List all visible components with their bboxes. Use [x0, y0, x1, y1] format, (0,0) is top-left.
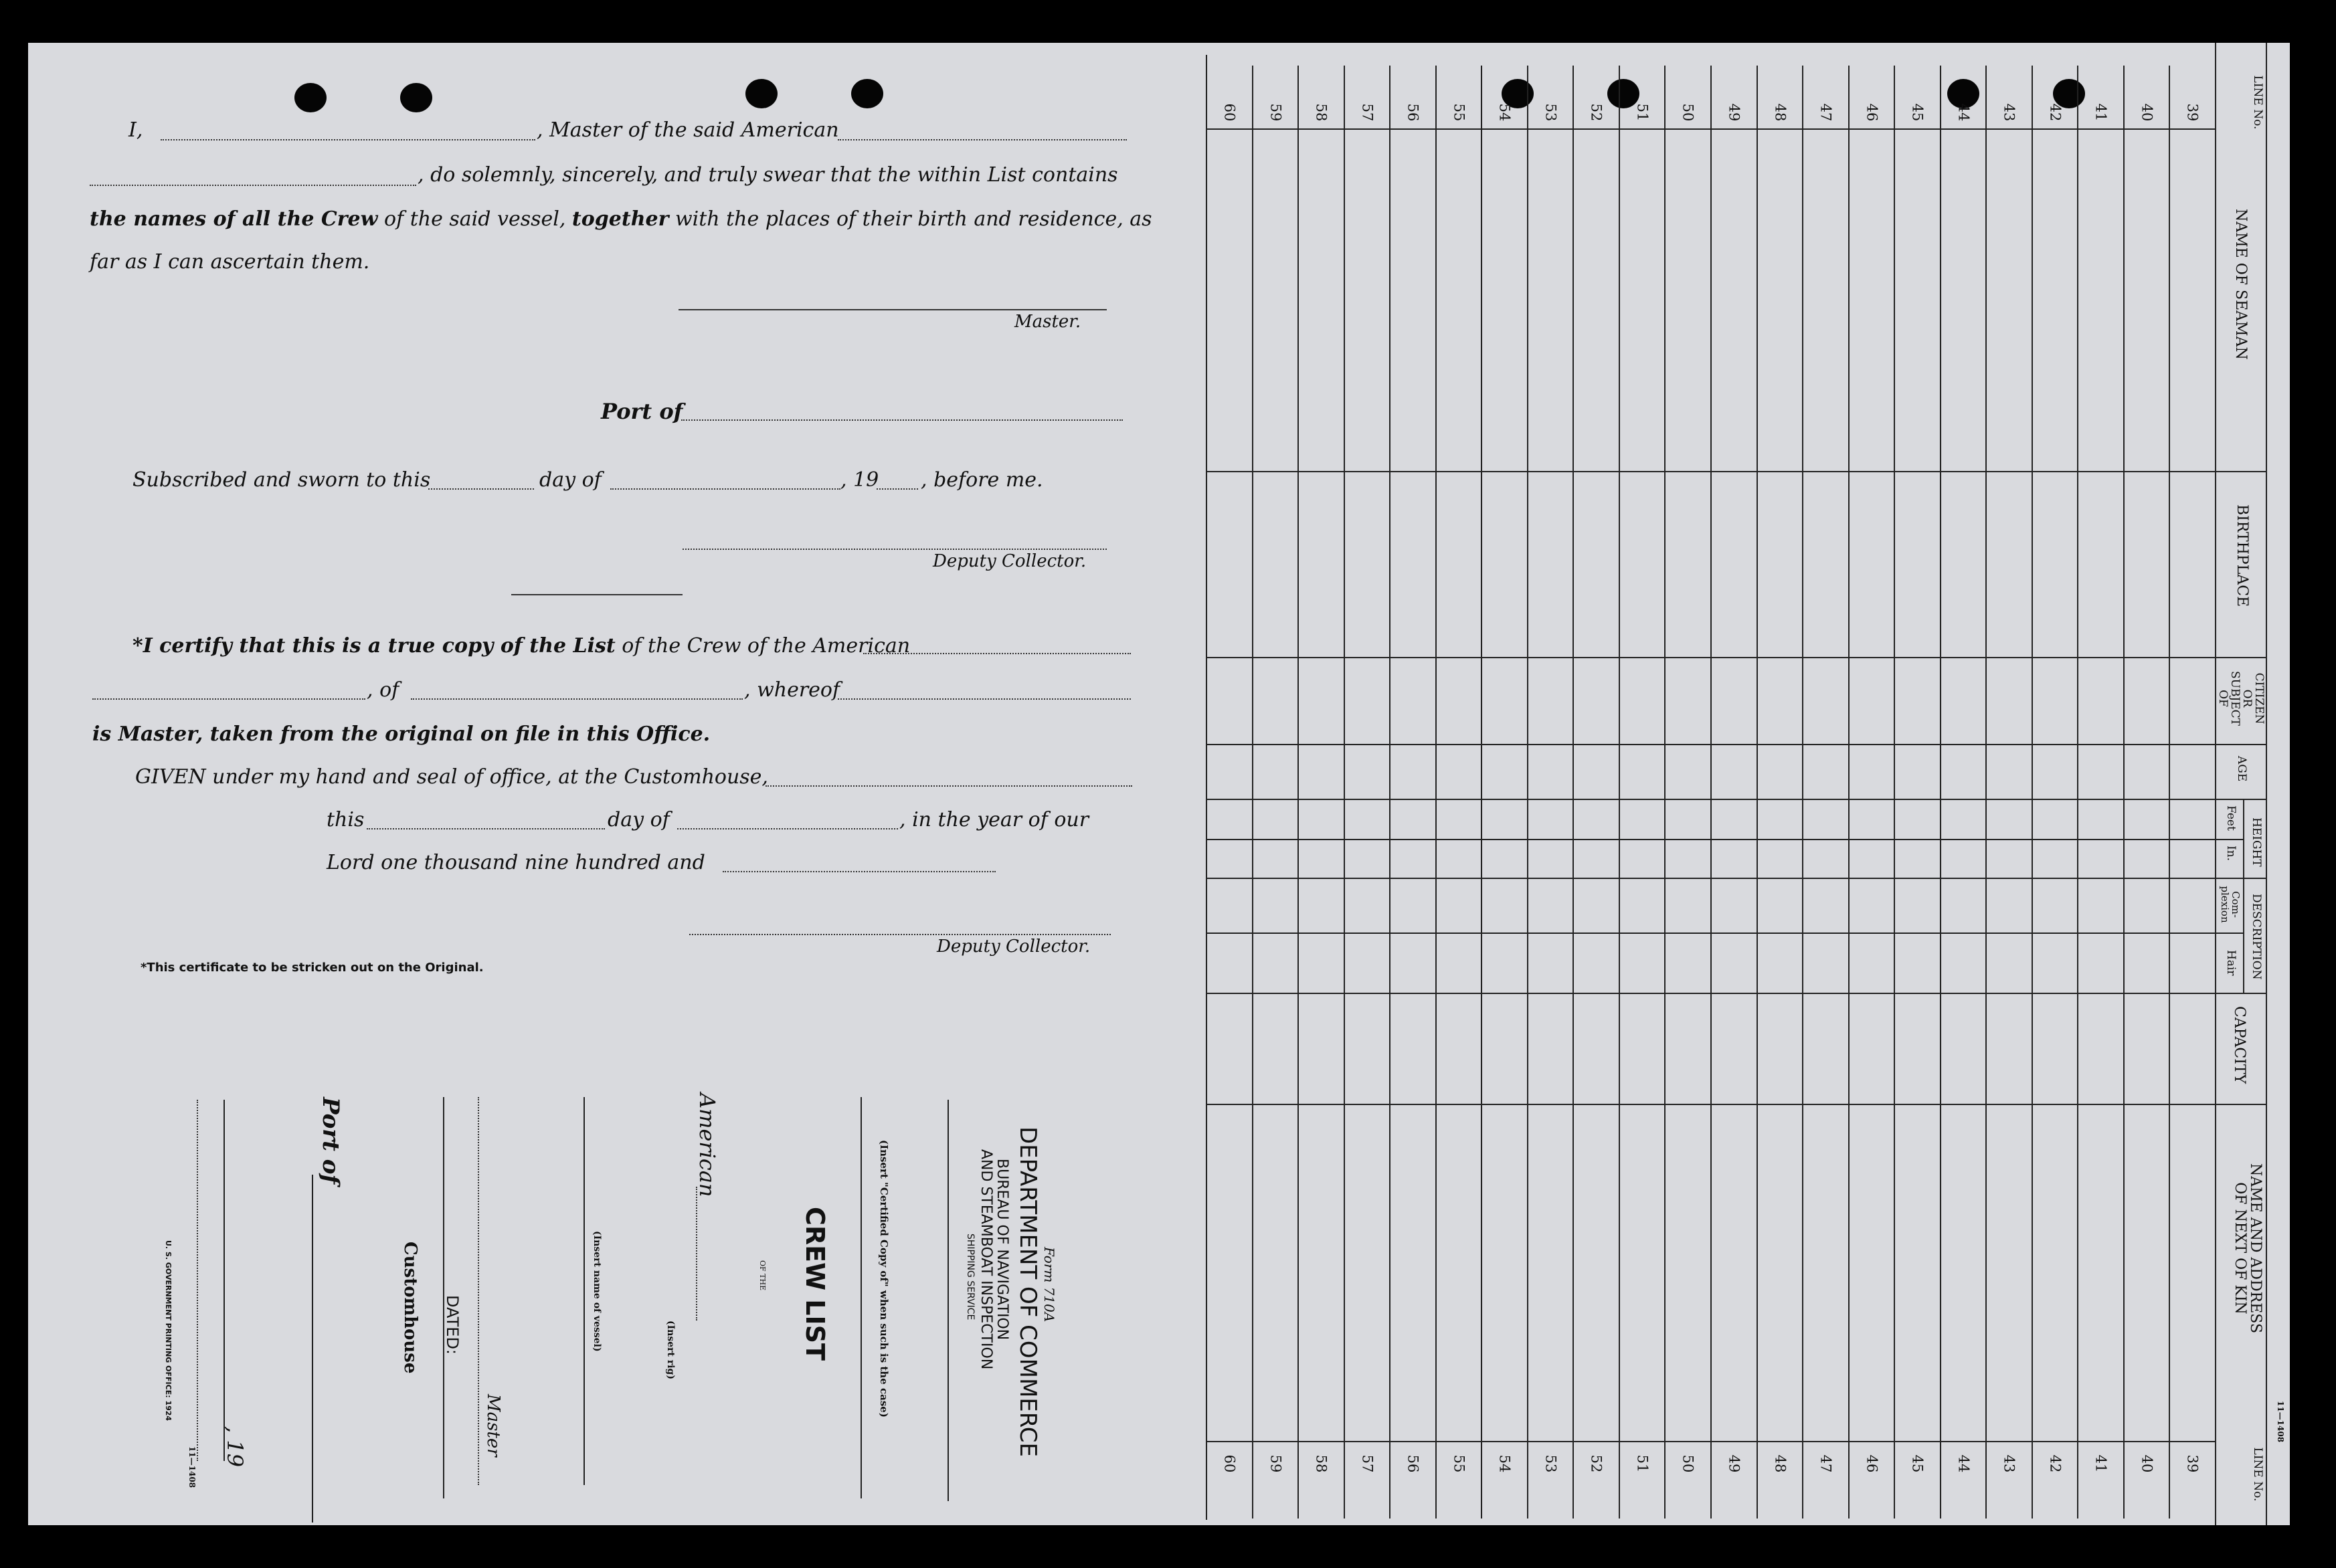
cover-port-of: Port of [317, 1097, 344, 1185]
oath-line3-e: with the places of their birth and residence, as [668, 207, 1152, 231]
oath-line3-c: of the said vessel, [377, 207, 572, 231]
cert-this: this [327, 808, 365, 831]
cover-master: Master [483, 1394, 503, 1457]
cover-rig-field[interactable] [696, 1187, 697, 1320]
cert-line1-c: of the Crew of the American [615, 634, 911, 658]
cert-of: , of [367, 678, 399, 702]
crew-entry-row[interactable] [2078, 130, 2122, 1440]
crew-entry-row[interactable] [1666, 130, 1709, 1440]
line-number-top: 60 [1221, 103, 1238, 122]
sworn-month-field[interactable] [610, 488, 840, 490]
line-no-col-divider [2215, 43, 2216, 1525]
vessel-name-field[interactable] [838, 139, 1127, 140]
crew-entry-row[interactable] [1941, 130, 1985, 1440]
header-hair: Hair [2224, 950, 2238, 976]
oath-line4: far as I can ascertain them. [90, 250, 370, 274]
crew-entry-row[interactable] [1299, 130, 1342, 1440]
cover-service: SHIPPING SERVICE [965, 1234, 976, 1320]
crew-table [1206, 43, 2290, 1525]
crew-entry-row[interactable] [1207, 130, 1251, 1440]
cert-given: GIVEN under my hand and seal of office, at the Customhouse, [135, 765, 768, 789]
line-number-bottom: 60 [1221, 1454, 1238, 1473]
punch-hole-3 [745, 79, 778, 108]
vessel-name-field-2[interactable] [90, 185, 416, 186]
cert-whereof: , whereof [744, 678, 840, 702]
line-number-bottom: 59 [1267, 1454, 1284, 1473]
line-number-bottom: 45 [1909, 1454, 1926, 1473]
line-number-top: 39 [2184, 103, 2201, 122]
deputy-collector-sig-2[interactable] [689, 934, 1111, 935]
deputy-collector-label-1: Deputy Collector. [933, 551, 1087, 571]
line-number-bottom: 46 [1864, 1454, 1880, 1473]
oath-line3-d: together [571, 207, 669, 231]
cover-certified-note: (Insert "Certified Copy of" when such is the case) [878, 1140, 890, 1417]
punch-hole-4 [851, 79, 883, 108]
line-number-bottom: 51 [1634, 1454, 1651, 1473]
header-inches: In. [2224, 846, 2238, 862]
cert-day-of: day of [608, 808, 670, 831]
cover-form-no: Form 710A [1041, 1247, 1057, 1322]
line-number-top: 50 [1680, 103, 1696, 122]
cover-bureau-1: BUREAU OF NAVIGATION [994, 1159, 1010, 1341]
cert-lord: Lord one thousand nine hundred and [327, 851, 705, 874]
crew-entry-row[interactable] [1390, 130, 1434, 1440]
cover-customhouse: Customhouse [400, 1242, 420, 1374]
header-complexion: Com- plexion [2219, 886, 2242, 923]
header-line-no-top: LINE No. [2251, 75, 2264, 130]
crew-entry-row[interactable] [2033, 130, 2076, 1440]
deputy-collector-label-2: Deputy Collector. [937, 937, 1091, 957]
line-number-top: 44 [1955, 103, 1972, 122]
cert-whereof-field[interactable] [838, 698, 1131, 700]
port-of-label: Port of [601, 399, 683, 424]
oath-i: I, [128, 118, 143, 142]
sworn-a: Subscribed and sworn to this [132, 468, 431, 492]
line-number-top: 53 [1542, 103, 1559, 122]
crew-entry-row[interactable] [1712, 130, 1755, 1440]
cover-year-field-dots[interactable] [197, 1100, 198, 1461]
cover-american: American [695, 1093, 720, 1197]
port-of-field[interactable] [681, 419, 1123, 421]
line-number-bottom: 54 [1496, 1454, 1513, 1473]
line-number-top: 41 [2092, 103, 2109, 122]
cert-month-field[interactable] [677, 828, 898, 829]
crew-entry-row[interactable] [1758, 130, 1801, 1440]
master-name-field[interactable] [161, 139, 535, 140]
cover-dept: DEPARTMENT OF COMMERCE [1014, 1126, 1041, 1457]
cert-line3: is Master, taken from the original on file in this Office. [92, 722, 711, 746]
line-number-top: 46 [1864, 103, 1880, 122]
description-sub-divider [2243, 878, 2244, 993]
line-number-bottom: 49 [1726, 1454, 1742, 1473]
header-height: HEIGHT [2250, 817, 2263, 867]
line-number-top: 49 [1726, 103, 1742, 122]
line-number-top: 47 [1817, 103, 1834, 122]
master-signature-line[interactable] [679, 309, 1107, 310]
line-number-bottom: 53 [1542, 1454, 1559, 1473]
oath-line3-a: the names of all the [90, 207, 321, 231]
crew-entry-row[interactable] [1437, 130, 1480, 1440]
cert-year: , in the year of our [899, 808, 1089, 831]
crew-entry-row[interactable] [1895, 130, 1939, 1440]
line-number-bottom: 50 [1680, 1454, 1696, 1473]
cover-vessel-field[interactable] [583, 1097, 585, 1485]
line-number-top: 48 [1772, 103, 1789, 122]
cert-line1-b: List [573, 634, 616, 658]
crew-list-form [28, 43, 2290, 1525]
line-number-top: 54 [1496, 103, 1513, 122]
line-number-top: 56 [1405, 103, 1421, 122]
header-citizen: CITIZEN OR SUBJECT OF [2216, 670, 2266, 726]
cert-line1-a: *I certify that this is a true copy of the [132, 634, 573, 658]
oath-swear-text: , do solemnly, sincerely, and truly swear that the within List contains [418, 163, 1118, 187]
header-feet: Feet [2224, 805, 2238, 831]
line-number-top: 55 [1451, 103, 1467, 122]
cert-line1 [132, 634, 910, 658]
cover-dated: DATED: [443, 1295, 462, 1355]
punch-hole-2 [400, 83, 432, 112]
table-code: 11—1408 [2276, 1401, 2285, 1443]
cert-customhouse-field[interactable] [766, 785, 1132, 787]
cover-of-the: OF THE [758, 1260, 767, 1291]
line-number-top: 57 [1359, 103, 1376, 122]
line-number-top: 51 [1634, 103, 1651, 122]
oath-line3 [90, 207, 1152, 231]
line-number-bottom: 56 [1405, 1454, 1421, 1473]
table-right-border [2266, 43, 2267, 1525]
sworn-d: , before me. [921, 468, 1043, 492]
cover-bureau-2: AND STEAMBOAT INSPECTION [978, 1149, 994, 1370]
crew-entry-row[interactable] [1345, 130, 1388, 1440]
header-line-no-bottom: LINE No. [2251, 1447, 2264, 1502]
line-number-bottom: 44 [1955, 1454, 1972, 1473]
oath-line3-b: Crew [321, 207, 378, 231]
line-number-bottom: 41 [2092, 1454, 2109, 1473]
line-number-bottom: 48 [1772, 1454, 1789, 1473]
crew-entry-row[interactable] [2125, 130, 2168, 1440]
cover-rule-2 [861, 1097, 862, 1498]
deputy-collector-sig-1[interactable] [683, 549, 1107, 550]
master-label: Master. [1014, 312, 1081, 332]
line-number-top: 40 [2139, 103, 2155, 122]
crew-entry-row[interactable] [1620, 130, 1664, 1440]
crew-entry-row[interactable] [1482, 130, 1526, 1440]
line-number-bottom: 52 [1588, 1454, 1605, 1473]
line-number-top: 58 [1313, 103, 1330, 122]
header-birthplace: BIRTHPLACE [2234, 504, 2250, 607]
cert-footnote: *This certificate to be stricken out on the Original. [141, 961, 484, 975]
line-number-bottom: 47 [1817, 1454, 1834, 1473]
line-number-bottom: 42 [2047, 1454, 2064, 1473]
crew-entry-row[interactable] [1574, 130, 1617, 1440]
crew-entry-row[interactable] [1850, 130, 1893, 1440]
cover-insert-rig: (Insert rig) [665, 1320, 676, 1379]
line-number-top: 59 [1267, 103, 1284, 122]
cert-vessel-field[interactable] [863, 653, 1131, 654]
cert-name-field[interactable] [92, 698, 365, 700]
line-number-bottom: 39 [2184, 1454, 2201, 1473]
header-capacity: CAPACITY [2231, 1006, 2248, 1084]
oath-master-text: , Master of the said American [537, 118, 839, 142]
section-divider [511, 594, 683, 595]
line-number-bottom: 40 [2139, 1454, 2155, 1473]
cover-year-field[interactable] [223, 1100, 225, 1461]
sworn-day-field[interactable] [428, 488, 534, 490]
cover-title: CREW LIST [800, 1207, 830, 1361]
crew-entry-row[interactable] [2170, 130, 2214, 1440]
header-description: DESCRIPTION [2250, 894, 2263, 980]
cover-code: 11—1408 [187, 1446, 197, 1488]
height-sub-divider [2243, 799, 2244, 878]
crew-entry-row[interactable] [1803, 130, 1847, 1440]
crew-entry-row[interactable] [1528, 130, 1572, 1440]
cert-of-field[interactable] [411, 698, 743, 700]
line-number-bottom: 57 [1359, 1454, 1376, 1473]
crew-entry-row[interactable] [1987, 130, 2030, 1440]
cert-year-field[interactable] [723, 871, 996, 872]
line-number-top: 43 [2001, 103, 2017, 122]
cover-insert-vessel: (Insert name of vessel) [592, 1231, 602, 1352]
line-number-top: 42 [2047, 103, 2064, 122]
line-number-top: 52 [1588, 103, 1605, 122]
sworn-year-field[interactable] [877, 488, 918, 490]
cover-printing: U. S. GOVERNMENT PRINTING OFFICE: 1924 [164, 1240, 173, 1422]
line-number-bottom: 43 [2001, 1454, 2017, 1473]
header-next-of-kin: NAME AND ADDRESS OF NEXT OF KIN [2231, 1163, 2264, 1334]
sworn-c: , 19 [840, 468, 879, 492]
header-name-of-seaman: NAME OF SEAMAN [2232, 209, 2249, 360]
line-number-top: 45 [1909, 103, 1926, 122]
line-number-bottom: 58 [1313, 1454, 1330, 1473]
cover-master-field-1[interactable] [478, 1097, 479, 1485]
cover-port-field[interactable] [312, 1175, 313, 1523]
punch-hole-1 [294, 83, 327, 112]
line-number-bottom: 55 [1451, 1454, 1467, 1473]
crew-entry-row[interactable] [1253, 130, 1297, 1440]
cert-day-field[interactable] [367, 828, 605, 829]
header-age: AGE [2235, 756, 2248, 782]
cover-year: , 19 [222, 1426, 248, 1468]
sworn-b: day of [539, 468, 602, 492]
cover-rule-1 [948, 1100, 949, 1501]
